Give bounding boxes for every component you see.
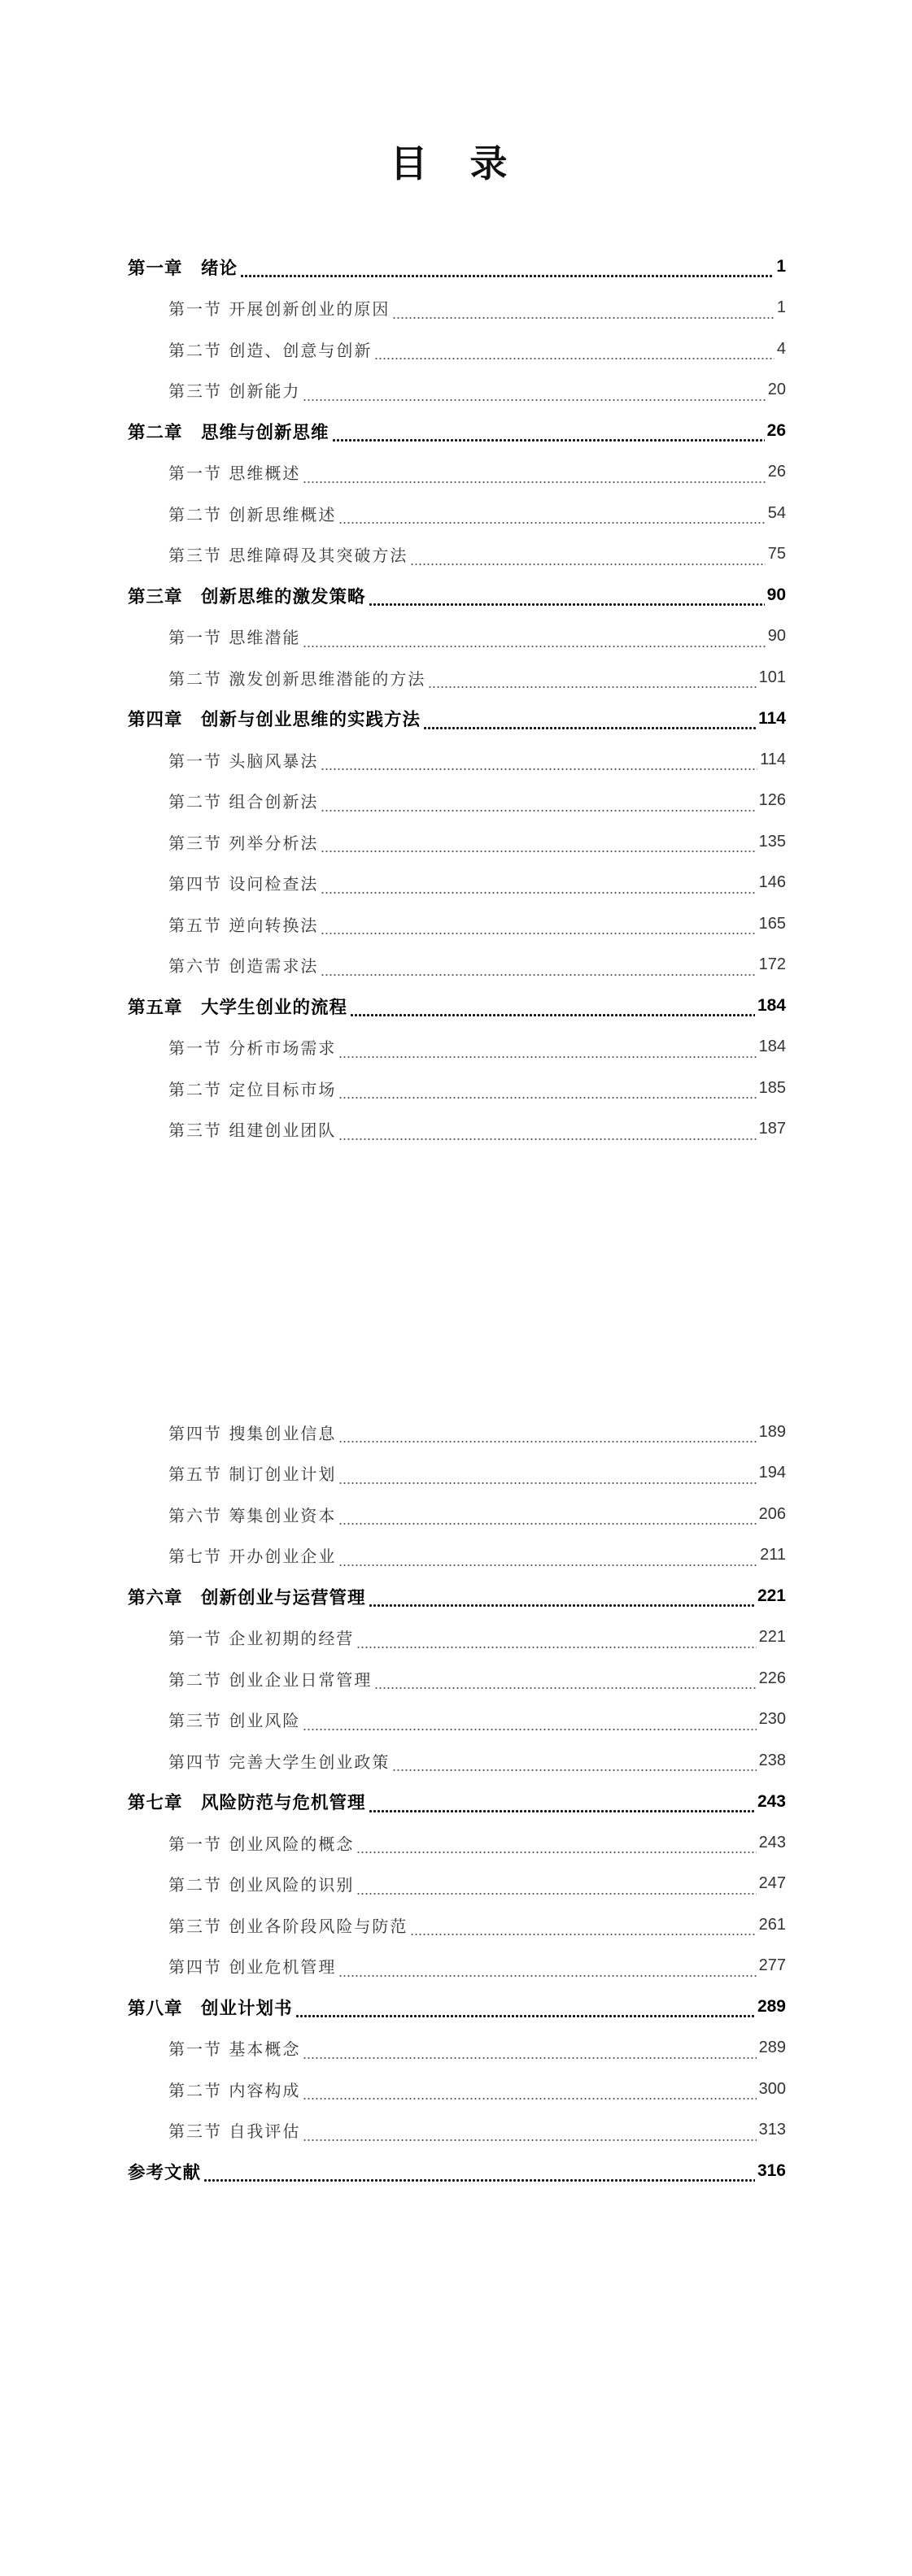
toc-entry-label: 第三节 创新能力 — [168, 381, 301, 402]
toc-page-number: 243 — [757, 1791, 786, 1811]
toc-chapter-entry — [128, 1782, 786, 1823]
toc-section-entry — [128, 2028, 786, 2069]
dot-leader — [321, 755, 757, 771]
dot-leader — [356, 1879, 756, 1895]
toc-entry-label: 第二节 创业企业日常管理 — [168, 1669, 373, 1690]
dot-leader — [374, 1673, 756, 1690]
toc-page-number: 261 — [758, 1915, 786, 1934]
toc-section-entry — [128, 493, 786, 534]
dot-leader — [338, 1469, 756, 1485]
toc-entry-label: 第四章 创新与创业思维的实践方法 — [128, 710, 421, 731]
toc-chapter-entry — [128, 986, 786, 1027]
toc-entry-label: 第四节 设问检查法 — [168, 874, 319, 894]
toc-section-entry — [128, 534, 786, 576]
toc-section-entry — [128, 2069, 786, 2110]
dot-leader — [338, 1083, 756, 1099]
toc-page-number: 194 — [758, 1464, 786, 1482]
dot-leader — [369, 1797, 755, 1813]
toc-section-entry — [128, 1699, 786, 1741]
toc-page-number: 187 — [758, 1120, 786, 1138]
toc-section-entry — [128, 616, 786, 658]
toc-section-entry — [128, 1535, 786, 1577]
toc-list-part-1 — [128, 246, 786, 1150]
toc-page-number: 221 — [758, 1628, 786, 1647]
toc-page-number: 243 — [758, 1833, 786, 1852]
toc-entry-label: 第一节 创业风险的概念 — [168, 1834, 355, 1854]
toc-page-number: 172 — [758, 955, 786, 974]
dot-leader — [303, 385, 765, 402]
dot-leader — [410, 1920, 756, 1936]
toc-entry-label: 第二节 创造、创意与创新 — [168, 340, 373, 360]
toc-entry-label: 第四节 搜集创业信息 — [168, 1423, 337, 1443]
dot-leader — [203, 2166, 755, 2182]
toc-page-number: 4 — [776, 339, 786, 358]
dot-leader — [356, 1633, 756, 1649]
toc-page-number: 26 — [766, 421, 786, 441]
toc-section-entry — [128, 739, 786, 781]
toc-page-number: 211 — [760, 1546, 786, 1564]
toc-chapter-entry — [128, 1576, 786, 1617]
dot-leader — [321, 878, 756, 894]
dot-leader — [369, 590, 765, 607]
dot-leader — [303, 632, 765, 648]
toc-entry-label: 第一节 分析市场需求 — [168, 1038, 337, 1059]
toc-section-entry — [128, 1027, 786, 1068]
dot-leader — [369, 1591, 755, 1608]
toc-entry-label: 第二节 内容构成 — [168, 2080, 301, 2100]
toc-page-number: 114 — [760, 750, 786, 768]
dot-leader — [303, 468, 765, 484]
toc-page-number: 184 — [757, 996, 786, 1016]
toc-page-number: 238 — [758, 1751, 786, 1769]
toc-page-number: 90 — [767, 627, 786, 646]
toc-chapter-entry — [128, 2151, 786, 2192]
dot-leader — [321, 919, 756, 935]
dot-leader — [338, 1042, 756, 1059]
toc-entry-label: 第六节 筹集创业资本 — [168, 1505, 337, 1525]
toc-entry-label: 第一节 企业初期的经营 — [168, 1629, 355, 1649]
toc-section-entry — [128, 1109, 786, 1151]
dot-leader — [332, 426, 765, 442]
dot-leader — [338, 1427, 756, 1443]
dot-leader — [338, 1509, 756, 1525]
toc-section-entry — [128, 863, 786, 904]
toc-section-entry — [128, 1822, 786, 1864]
toc-section-entry — [128, 1658, 786, 1699]
toc-section-entry — [128, 370, 786, 411]
toc-section-entry — [128, 1904, 786, 1946]
toc-list-part-2 — [128, 1412, 786, 2192]
dot-leader — [338, 508, 765, 524]
dot-leader — [240, 262, 774, 278]
toc-page-number: 226 — [758, 1669, 786, 1687]
toc-page-number: 185 — [758, 1078, 786, 1097]
toc-page-number: 206 — [758, 1504, 786, 1523]
toc-entry-label: 第二章 思维与创新思维 — [128, 422, 329, 443]
toc-page-number: 114 — [758, 708, 786, 728]
toc-section-entry — [128, 657, 786, 698]
toc-entry-label: 第一节 基本概念 — [168, 2039, 301, 2060]
toc-entry-label: 第一章 绪论 — [128, 258, 238, 279]
dot-leader — [303, 2043, 756, 2060]
toc-page-number: 165 — [758, 914, 786, 933]
dot-leader — [303, 2126, 756, 2142]
toc-entry-label: 第三节 组建创业团队 — [168, 1120, 337, 1141]
toc-section-entry — [128, 329, 786, 370]
dot-leader — [423, 714, 756, 730]
toc-section-entry — [128, 1412, 786, 1453]
toc-entry-label: 第二节 创业风险的识别 — [168, 1875, 355, 1895]
toc-section-entry — [128, 1453, 786, 1495]
toc-page-number: 1 — [776, 257, 786, 276]
dot-leader — [303, 2084, 756, 2100]
toc-page-number: 289 — [758, 2039, 786, 2057]
toc-chapter-entry — [128, 575, 786, 616]
dot-leader — [410, 550, 765, 566]
toc-chapter-entry — [128, 411, 786, 452]
toc-entry-label: 第一节 思维潜能 — [168, 628, 301, 648]
dot-leader — [321, 796, 756, 812]
toc-section-entry — [128, 1494, 786, 1535]
toc-section-entry — [128, 821, 786, 863]
toc-page-number: 126 — [758, 791, 786, 810]
toc-page-number: 289 — [757, 1997, 786, 2017]
toc-entry-label: 第四节 创业危机管理 — [168, 1957, 337, 1978]
dot-leader — [321, 960, 756, 977]
toc-entry-label: 第八章 创业计划书 — [128, 1998, 293, 2019]
toc-entry-label: 第一节 头脑风暴法 — [168, 751, 319, 771]
toc-section-entry — [128, 1740, 786, 1782]
toc-entry-label: 第二节 定位目标市场 — [168, 1079, 337, 1099]
toc-section-entry — [128, 1617, 786, 1659]
toc-page-number: 1 — [776, 298, 786, 317]
dot-leader — [392, 303, 775, 320]
toc-section-entry — [128, 1946, 786, 1987]
dot-leader — [338, 1961, 756, 1978]
toc-entry-label: 第七节 开办创业企业 — [168, 1547, 337, 1567]
toc-page-number: 221 — [757, 1586, 786, 1606]
dot-leader — [392, 1756, 756, 1772]
toc-chapter-entry — [128, 1986, 786, 2028]
dot-leader — [338, 1551, 757, 1567]
dot-leader — [356, 1838, 756, 1854]
toc-section-entry — [128, 288, 786, 329]
dot-leader — [303, 1715, 756, 1731]
toc-section-entry — [128, 781, 786, 822]
dot-leader — [295, 2002, 755, 2018]
dot-leader — [374, 344, 775, 360]
toc-entry-label: 第六章 创新创业与运营管理 — [128, 1587, 366, 1608]
toc-page-number: 101 — [758, 668, 786, 686]
toc-page-number: 26 — [767, 463, 786, 481]
toc-page-number: 300 — [758, 2079, 786, 2098]
toc-entry-label: 第三节 思维障碍及其突破方法 — [168, 546, 408, 566]
toc-entry-label: 第二节 组合创新法 — [168, 792, 319, 812]
toc-page-number: 184 — [758, 1038, 786, 1056]
toc-entry-label: 第一节 开展创新创业的原因 — [168, 299, 391, 320]
toc-entry-label: 第三节 创业风险 — [168, 1711, 301, 1731]
toc-page-number: 146 — [758, 873, 786, 892]
dot-leader — [350, 1001, 755, 1017]
dot-leader — [338, 1125, 756, 1141]
toc-page-number: 316 — [757, 2161, 786, 2181]
toc-page-number: 230 — [758, 1710, 786, 1729]
toc-entry-label: 第五节 制订创业计划 — [168, 1464, 337, 1485]
toc-page-number: 313 — [758, 2121, 786, 2139]
toc-page-number: 90 — [766, 585, 786, 605]
toc-entry-label: 参考文献 — [128, 2162, 202, 2183]
toc-page-number: 135 — [758, 832, 786, 851]
toc-section-entry — [128, 1864, 786, 1905]
toc-entry-label: 第三节 自我评估 — [168, 2121, 301, 2142]
toc-entry-label: 第五节 逆向转换法 — [168, 915, 319, 935]
toc-entry-label: 第一节 思维概述 — [168, 463, 301, 484]
toc-chapter-entry — [128, 698, 786, 740]
toc-page-number: 75 — [767, 545, 786, 564]
toc-entry-label: 第六节 创造需求法 — [168, 956, 319, 977]
toc-section-entry — [128, 452, 786, 494]
toc-page-number: 54 — [767, 503, 786, 522]
toc-page-number: 277 — [758, 1956, 786, 1975]
dot-leader — [428, 672, 756, 689]
toc-section-entry — [128, 903, 786, 945]
toc-entry-label: 第七章 风险防范与危机管理 — [128, 1793, 366, 1814]
toc-entry-label: 第三节 列举分析法 — [168, 833, 319, 853]
dot-leader — [321, 837, 756, 853]
toc-entry-label: 第二节 激发创新思维潜能的方法 — [168, 668, 426, 689]
toc-entry-label: 第四节 完善大学生创业政策 — [168, 1751, 391, 1772]
toc-chapter-entry — [128, 246, 786, 288]
toc-entry-label: 第二节 创新思维概述 — [168, 504, 337, 524]
toc-page-number: 20 — [767, 381, 786, 399]
toc-entry-label: 第三节 创业各阶段风险与防范 — [168, 1916, 408, 1936]
toc-entry-label: 第三章 创新思维的激发策略 — [128, 586, 366, 607]
page-title: 目 录 — [390, 141, 522, 185]
toc-section-entry — [128, 1068, 786, 1109]
toc-entry-label: 第五章 大学生创业的流程 — [128, 997, 348, 1018]
toc-page-number: 189 — [758, 1422, 786, 1441]
toc-page-number: 247 — [758, 1874, 786, 1893]
toc-section-entry — [128, 945, 786, 986]
toc-section-entry — [128, 2110, 786, 2152]
